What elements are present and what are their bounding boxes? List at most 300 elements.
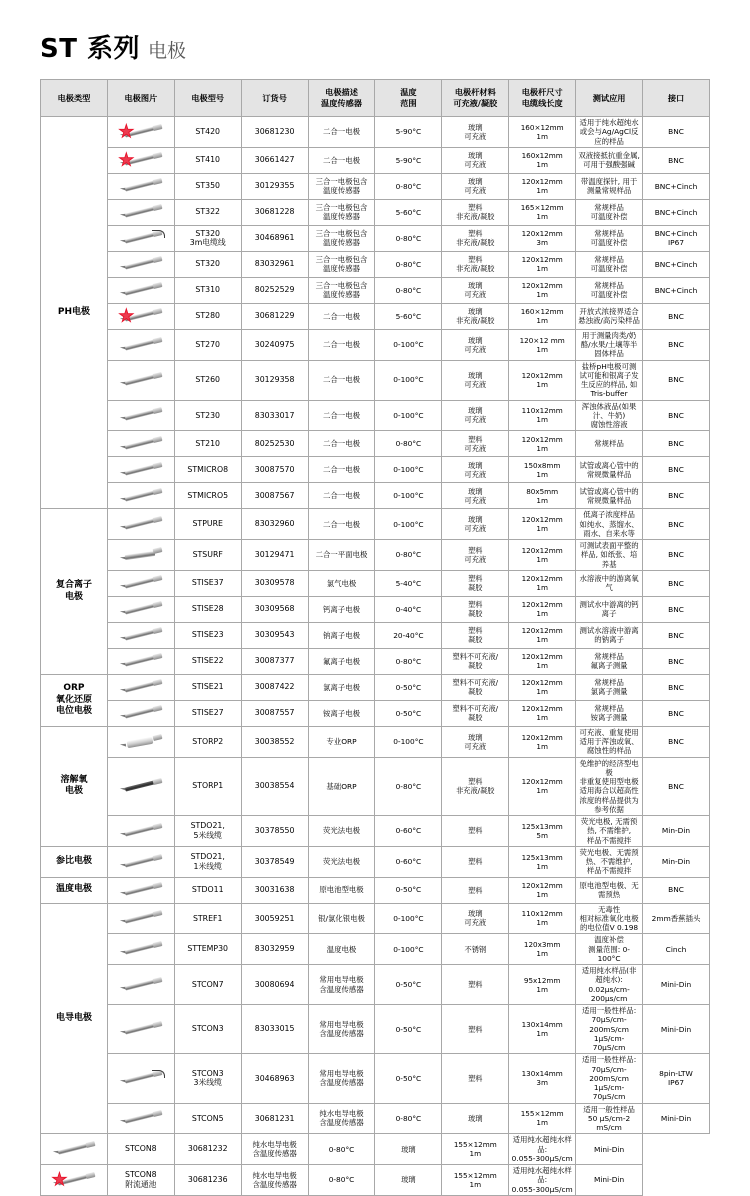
col-electrode-model: 电极型号 — [174, 80, 241, 117]
interface-type: BNC+Cinch IP67 — [643, 225, 710, 251]
table-row — [41, 117, 710, 148]
electrode-model: STPURE — [174, 509, 241, 540]
order-number: 30129355 — [241, 173, 308, 199]
electrode-description: 氯气电极 — [308, 570, 375, 596]
shaft-material: 玻璃 可充液 — [442, 277, 509, 303]
col-electrode-image: 电极图片 — [107, 80, 174, 117]
electrode-model: STCON7 — [174, 965, 241, 1005]
order-number: 30378550 — [241, 816, 308, 847]
electrode-description: 二合一电极 — [308, 303, 375, 329]
electrode-cap — [152, 653, 162, 660]
application-text: 双液接抵抗重金属, 可用于强酸强碱 — [576, 147, 643, 173]
application-text: 试管或离心管中的常规微量样品 — [576, 457, 643, 483]
electrode-description: 常用电导电极 含温度传感器 — [308, 1054, 375, 1103]
order-number: 80252530 — [241, 431, 308, 457]
electrode-body — [125, 979, 155, 990]
electrode-photo — [117, 434, 165, 454]
electrode-photo — [117, 176, 165, 196]
application-text: 适用纯水超纯水样品: 0.055-300µS/cm — [509, 1134, 576, 1165]
electrode-model: STSURF — [174, 540, 241, 571]
electrode-image-cell — [107, 570, 174, 596]
temperature-range: 0-50°C — [375, 1005, 442, 1054]
col-shaft-material: 电极杆材料 可充液/凝胶 — [442, 80, 509, 117]
shaft-size: 120x12mm 1m — [509, 877, 576, 903]
electrode-model: STDO11 — [174, 877, 241, 903]
electrode-group-label: 复合离子 电极 — [41, 509, 108, 675]
electrode-group-label: 电导电极 — [41, 903, 108, 1134]
temperature-range: 0-80°C — [308, 1165, 375, 1196]
shaft-material: 塑料 非充液/凝胶 — [442, 199, 509, 225]
electrode-group-label: 参比电极 — [41, 846, 108, 877]
electrode-group-label: ORP 氧化还原 电位电极 — [41, 674, 108, 726]
electrode-image-cell — [107, 303, 174, 329]
electrode-image-cell — [107, 934, 174, 965]
page-title-sub: 电极 — [148, 40, 187, 62]
shaft-material: 玻璃 可充液 — [442, 903, 509, 934]
electrode-body — [125, 1113, 155, 1124]
interface-type: Cinch — [643, 934, 710, 965]
electrode-cap — [152, 778, 162, 785]
electrode-model: ST320 — [174, 251, 241, 277]
shaft-size: 160x12mm 1m — [509, 147, 576, 173]
electrode-model: STREF1 — [174, 903, 241, 934]
electrode-image-cell — [107, 457, 174, 483]
order-number: 83032960 — [241, 509, 308, 540]
application-text: 免维护的经济型电极 非重复使用型电极 适用海合以超高性浓度的样品提供为参考依据 — [576, 757, 643, 816]
electrode-model: ST270 — [174, 329, 241, 360]
electrode-body — [125, 1024, 155, 1035]
order-number: 30059251 — [241, 903, 308, 934]
shaft-size: 120x12mm 1m — [509, 757, 576, 816]
table-header-row — [41, 80, 710, 117]
shaft-material: 塑料 可充液 — [442, 431, 509, 457]
shaft-size: 120x12mm 1m — [509, 726, 576, 757]
application-text: 常规样品 可温度补偿 — [576, 199, 643, 225]
electrode-image-cell — [107, 431, 174, 457]
application-text: 盐桥pH电极可测试可能和银离子发生反应的样品, 如Tris-buffer — [576, 360, 643, 400]
electrode-description: 三合一电极包含 温度传感器 — [308, 251, 375, 277]
interface-type: BNC — [643, 757, 710, 816]
table-row — [41, 570, 710, 596]
electrode-image-cell — [107, 199, 174, 225]
shaft-size: 120x12mm 1m — [509, 622, 576, 648]
electrode-description: 银/氯化银电极 — [308, 903, 375, 934]
shaft-material: 玻璃 可充液 — [442, 329, 509, 360]
electrode-description: 二合一电极 — [308, 360, 375, 400]
electrode-image-cell — [107, 360, 174, 400]
table-row — [41, 726, 710, 757]
electrode-photo — [117, 651, 165, 671]
order-number: 30378549 — [241, 846, 308, 877]
temperature-range: 0-100°C — [375, 903, 442, 934]
shaft-material: 塑料 非充液/凝胶 — [442, 225, 509, 251]
shaft-material: 塑料 — [442, 1054, 509, 1103]
application-text: 荧光电极、无需预热、不需维护, 样品不需搅拌 — [576, 846, 643, 877]
electrode-body — [125, 856, 155, 867]
shaft-size: 120×12 mm 1m — [509, 329, 576, 360]
electrode-photo — [117, 306, 165, 326]
electrode-cap — [152, 436, 162, 443]
shaft-material: 塑料 — [442, 1005, 509, 1054]
electrode-image-cell — [107, 117, 174, 148]
order-number: 30661427 — [241, 147, 308, 173]
order-number: 30087377 — [241, 648, 308, 674]
shaft-material: 塑料 可充液 — [442, 540, 509, 571]
electrode-cap — [85, 1172, 95, 1179]
interface-type: BNC — [643, 700, 710, 726]
electrode-body — [125, 656, 155, 667]
temperature-range: 5-60°C — [375, 303, 442, 329]
electrode-cap — [152, 823, 162, 830]
electrode-body — [125, 884, 155, 895]
temperature-range: 0-40°C — [375, 596, 442, 622]
electrode-model: ST280 — [174, 303, 241, 329]
electrode-body — [125, 825, 155, 836]
application-text: 常规样品 — [576, 431, 643, 457]
shaft-size: 130x14mm 1m — [509, 1005, 576, 1054]
electrode-model: STISE28 — [174, 596, 241, 622]
electrode-cap — [152, 178, 162, 185]
interface-type: BNC — [643, 303, 710, 329]
electrode-description: 常用电导电极 含温度传感器 — [308, 1005, 375, 1054]
electrode-cap — [152, 679, 162, 686]
electrode-description: 三合一电极包含 温度传感器 — [308, 225, 375, 251]
interface-type: BNC — [643, 400, 710, 431]
table-row — [41, 1005, 710, 1054]
col-electrode-description: 电极描述 温度传感器 — [308, 80, 375, 117]
application-text: 荧光电极, 无需预热, 不需维护, 样品不需搅拌 — [576, 816, 643, 847]
application-text: 无毒性 相对标准氧化电极的电位值V 0.198 — [576, 903, 643, 934]
electrode-cap — [152, 882, 162, 889]
electrode-cable — [152, 230, 165, 238]
electrode-image-cell — [107, 622, 174, 648]
electrode-photo — [117, 573, 165, 593]
shaft-size: 155×12mm 1m — [509, 1103, 576, 1134]
table-row — [41, 400, 710, 431]
electrode-photo — [117, 254, 165, 274]
shaft-material: 塑料不可充液/ 凝胶 — [442, 700, 509, 726]
electrode-description: 荧光法电极 — [308, 816, 375, 847]
order-number: 30087557 — [241, 700, 308, 726]
electrode-photo — [117, 880, 165, 900]
shaft-material: 塑料 凝胶 — [442, 570, 509, 596]
interface-type: BNC+Cinch — [643, 251, 710, 277]
interface-type: BNC — [643, 877, 710, 903]
shaft-material: 玻璃 可充液 — [442, 147, 509, 173]
electrode-model: STDO21, 1米线缆 — [174, 846, 241, 877]
electrode-model: STCON3 — [174, 1005, 241, 1054]
order-number: 30309543 — [241, 622, 308, 648]
electrode-photo — [117, 370, 165, 390]
page-title-main: ST 系列 — [40, 34, 141, 64]
electrode-model: STMICRO8 — [174, 457, 241, 483]
electrode-cap — [152, 734, 162, 741]
electrode-description: 氟离子电极 — [308, 648, 375, 674]
electrode-cap — [152, 705, 162, 712]
electrode-cap — [152, 854, 162, 861]
electrode-photo — [50, 1139, 98, 1159]
temperature-range: 0-60°C — [375, 816, 442, 847]
electrode-photo — [117, 776, 165, 796]
temperature-range: 0-80°C — [375, 1103, 442, 1134]
temperature-range: 5-40°C — [375, 570, 442, 596]
interface-type: BNC — [643, 509, 710, 540]
shaft-material: 不锈钢 — [442, 934, 509, 965]
table-row — [41, 173, 710, 199]
temperature-range: 5-60°C — [375, 199, 442, 225]
shaft-material: 塑料不可充液/ 凝胶 — [442, 648, 509, 674]
application-text: 常规样品 可温度补偿 — [576, 225, 643, 251]
electrode-description: 纯水电导电极 含温度传感器 — [241, 1165, 308, 1196]
interface-type: BNC — [643, 117, 710, 148]
table-row — [41, 303, 710, 329]
order-number: 83032959 — [241, 934, 308, 965]
electrode-description: 三合一电极包含 温度传感器 — [308, 277, 375, 303]
shaft-material: 玻璃 可充液 — [442, 400, 509, 431]
shaft-material: 塑料不可充液/ 凝胶 — [442, 674, 509, 700]
table-row — [41, 903, 710, 934]
order-number: 30468961 — [241, 225, 308, 251]
table-row — [41, 251, 710, 277]
electrode-cap — [152, 488, 162, 495]
electrode-body — [125, 490, 155, 501]
electrode-cap — [152, 256, 162, 263]
electrode-model: STMICRO5 — [174, 483, 241, 509]
order-number: 80252529 — [241, 277, 308, 303]
table-row — [41, 225, 710, 251]
shaft-material: 塑料 非充液/凝胶 — [442, 251, 509, 277]
electrode-body — [125, 708, 155, 719]
electrode-cap — [152, 152, 162, 159]
electrode-model: ST260 — [174, 360, 241, 400]
table-row — [41, 147, 710, 173]
electrode-image-cell — [107, 509, 174, 540]
application-text: 适用纯水超纯水样品: 0.055-300µS/cm — [509, 1165, 576, 1196]
electrode-description: 二合一电极 — [308, 329, 375, 360]
table-header — [41, 80, 710, 117]
interface-type: Mini-Din — [576, 1134, 643, 1165]
electrode-image-cell — [107, 400, 174, 431]
electrode-photo — [117, 545, 165, 565]
interface-type: BNC — [643, 622, 710, 648]
electrode-photo — [50, 1170, 98, 1190]
electrode-body — [125, 464, 155, 475]
shaft-material: 玻璃 — [442, 1103, 509, 1134]
temperature-range: 0-80°C — [375, 225, 442, 251]
application-text: 常规样品 可温度补偿 — [576, 251, 643, 277]
electrode-cap — [85, 1141, 95, 1148]
shaft-material: 玻璃 可充液 — [442, 173, 509, 199]
temperature-range: 0-50°C — [375, 674, 442, 700]
application-text: 可测试表面平整的样品, 如纸张、培养基 — [576, 540, 643, 571]
shaft-size: 165×12mm 1m — [509, 199, 576, 225]
electrode-photo — [117, 821, 165, 841]
electrode-description: 常用电导电极 含温度传感器 — [308, 965, 375, 1005]
temperature-range: 0-80°C — [375, 277, 442, 303]
table-row — [41, 877, 710, 903]
electrode-model: ST310 — [174, 277, 241, 303]
electrode-body — [125, 259, 155, 270]
electrode-image-cell — [107, 726, 174, 757]
temperature-range: 0-100°C — [375, 457, 442, 483]
shaft-material: 玻璃 可充液 — [442, 483, 509, 509]
interface-type: BNC — [643, 648, 710, 674]
order-number: 30309568 — [241, 596, 308, 622]
electrode-description: 二合一电极 — [308, 431, 375, 457]
shaft-size: 120x12mm 1m — [509, 509, 576, 540]
electrode-body — [125, 781, 155, 792]
table-row — [41, 965, 710, 1005]
shaft-size: 110x12mm 1m — [509, 400, 576, 431]
electrode-photo — [117, 625, 165, 645]
electrode-description: 二合一电极 — [308, 457, 375, 483]
temperature-range: 0-100°C — [375, 726, 442, 757]
electrode-photo — [117, 335, 165, 355]
temperature-range: 5-90°C — [375, 117, 442, 148]
electrode-photo — [117, 228, 165, 248]
shaft-size: 120x12mm 1m — [509, 540, 576, 571]
electrode-cap — [152, 627, 162, 634]
electrode-model: STORP1 — [174, 757, 241, 816]
table-row — [41, 457, 710, 483]
electrode-body — [125, 181, 155, 192]
electrode-image-cell — [107, 700, 174, 726]
order-number: 30087570 — [241, 457, 308, 483]
electrode-photo — [117, 1068, 165, 1088]
temperature-range: 0-100°C — [375, 509, 442, 540]
electrode-body — [125, 285, 155, 296]
electrode-description: 温度电极 — [308, 934, 375, 965]
temperature-range: 0-60°C — [375, 846, 442, 877]
interface-type: BNC — [643, 674, 710, 700]
electrode-description: 二合一电极 — [308, 400, 375, 431]
electrode-cap — [152, 547, 162, 554]
electrode-body — [125, 438, 155, 449]
interface-type: BNC — [643, 540, 710, 571]
shaft-size: 120x12mm 1m — [509, 596, 576, 622]
electrode-description: 纯水电导电极 含温度传感器 — [308, 1103, 375, 1134]
table-row — [41, 277, 710, 303]
table-row — [41, 1103, 710, 1134]
electrode-photo — [117, 150, 165, 170]
table-row — [41, 934, 710, 965]
order-number: 30087422 — [241, 674, 308, 700]
application-text: 适用一般性样品: 70µS/cm-200mS/cm 1µS/cm-70µS/cm — [576, 1005, 643, 1054]
shaft-material: 塑料 凝胶 — [442, 596, 509, 622]
electrode-body — [125, 630, 155, 641]
shaft-size: 150x8mm 1m — [509, 457, 576, 483]
temperature-range: 0-100°C — [375, 483, 442, 509]
shaft-material: 塑料 — [442, 816, 509, 847]
electrode-group-label: PH电极 — [41, 117, 108, 509]
application-text: 常规样品 氯离子测量 — [576, 674, 643, 700]
col-application: 测试应用 — [576, 80, 643, 117]
electrode-model: STCON8 — [107, 1134, 174, 1165]
temperature-range: 20-40°C — [375, 622, 442, 648]
interface-type: BNC — [643, 431, 710, 457]
shaft-size: 110x12mm 1m — [509, 903, 576, 934]
electrode-description: 原电池型电极 — [308, 877, 375, 903]
order-number: 30087567 — [241, 483, 308, 509]
electrode-description: 荧光法电极 — [308, 846, 375, 877]
electrode-image-cell — [107, 965, 174, 1005]
shaft-material: 玻璃 — [375, 1165, 442, 1196]
temperature-range: 0-80°C — [308, 1134, 375, 1165]
shaft-material: 塑料 非充液/凝胶 — [442, 757, 509, 816]
table-row — [41, 622, 710, 648]
electrode-image-cell — [107, 483, 174, 509]
shaft-size: 120x12mm 1m — [509, 277, 576, 303]
electrode-model: STCON5 — [174, 1103, 241, 1134]
shaft-size: 125x13mm 5m — [509, 816, 576, 847]
col-order-number: 订货号 — [241, 80, 308, 117]
electrode-model: ST210 — [174, 431, 241, 457]
electrode-photo — [117, 405, 165, 425]
shaft-size: 155×12mm 1m — [442, 1134, 509, 1165]
application-text: 常规样品 氟离子测量 — [576, 648, 643, 674]
shaft-material: 玻璃 — [375, 1134, 442, 1165]
order-number: 30129358 — [241, 360, 308, 400]
electrode-description: 二合一电极 — [308, 117, 375, 148]
electrode-model: STCON8 附流通池 — [107, 1165, 174, 1196]
order-number: 30038554 — [241, 757, 308, 816]
application-text: 可充液、重复使用 适用于浑浊或氧、腐蚀性的样品 — [576, 726, 643, 757]
interface-type: BNC+Cinch — [643, 173, 710, 199]
table-row — [41, 648, 710, 674]
application-text: 测试水中游离的钙离子 — [576, 596, 643, 622]
electrode-description: 钙离子电极 — [308, 596, 375, 622]
electrode-model: ST350 — [174, 173, 241, 199]
temperature-range: 0-80°C — [375, 540, 442, 571]
temperature-range: 0-100°C — [375, 934, 442, 965]
electrode-body — [125, 1073, 155, 1084]
interface-type: Mini-Din — [576, 1165, 643, 1196]
application-text: 适用一般性样品: 70µS/cm-200mS/cm 1µS/cm-70µS/cm — [576, 1054, 643, 1103]
electrode-body — [125, 578, 155, 589]
order-number: 30681232 — [174, 1134, 241, 1165]
electrode-cap — [152, 976, 162, 983]
electrode-spec-table — [40, 79, 710, 1196]
interface-type: BNC — [643, 329, 710, 360]
electrode-body — [125, 604, 155, 615]
electrode-image-cell — [107, 1005, 174, 1054]
order-number: 30129471 — [241, 540, 308, 571]
application-text: 带温度探针, 用于测量常规样品 — [576, 173, 643, 199]
electrode-tip — [120, 743, 126, 747]
temperature-range: 5-90°C — [375, 147, 442, 173]
electrode-image-cell — [107, 648, 174, 674]
shaft-material: 玻璃 可充液 — [442, 509, 509, 540]
electrode-description: 氯离子电极 — [308, 674, 375, 700]
shaft-size: 155×12mm 1m — [442, 1165, 509, 1196]
order-number: 30681230 — [241, 117, 308, 148]
electrode-body — [58, 1144, 88, 1155]
electrode-body — [125, 551, 155, 560]
electrode-cap — [152, 601, 162, 608]
electrode-body — [125, 374, 155, 385]
shaft-size: 80x5mm 1m — [509, 483, 576, 509]
order-number: 30681231 — [241, 1103, 308, 1134]
interface-type: BNC — [643, 483, 710, 509]
temperature-range: 0-50°C — [375, 700, 442, 726]
electrode-image-cell — [107, 1054, 174, 1103]
order-number: 83033015 — [241, 1005, 308, 1054]
shaft-material: 玻璃 非充液/凝胶 — [442, 303, 509, 329]
electrode-cap — [152, 1021, 162, 1028]
electrode-model: ST230 — [174, 400, 241, 431]
application-text: 常规样品 可温度补偿 — [576, 277, 643, 303]
electrode-photo — [117, 122, 165, 142]
